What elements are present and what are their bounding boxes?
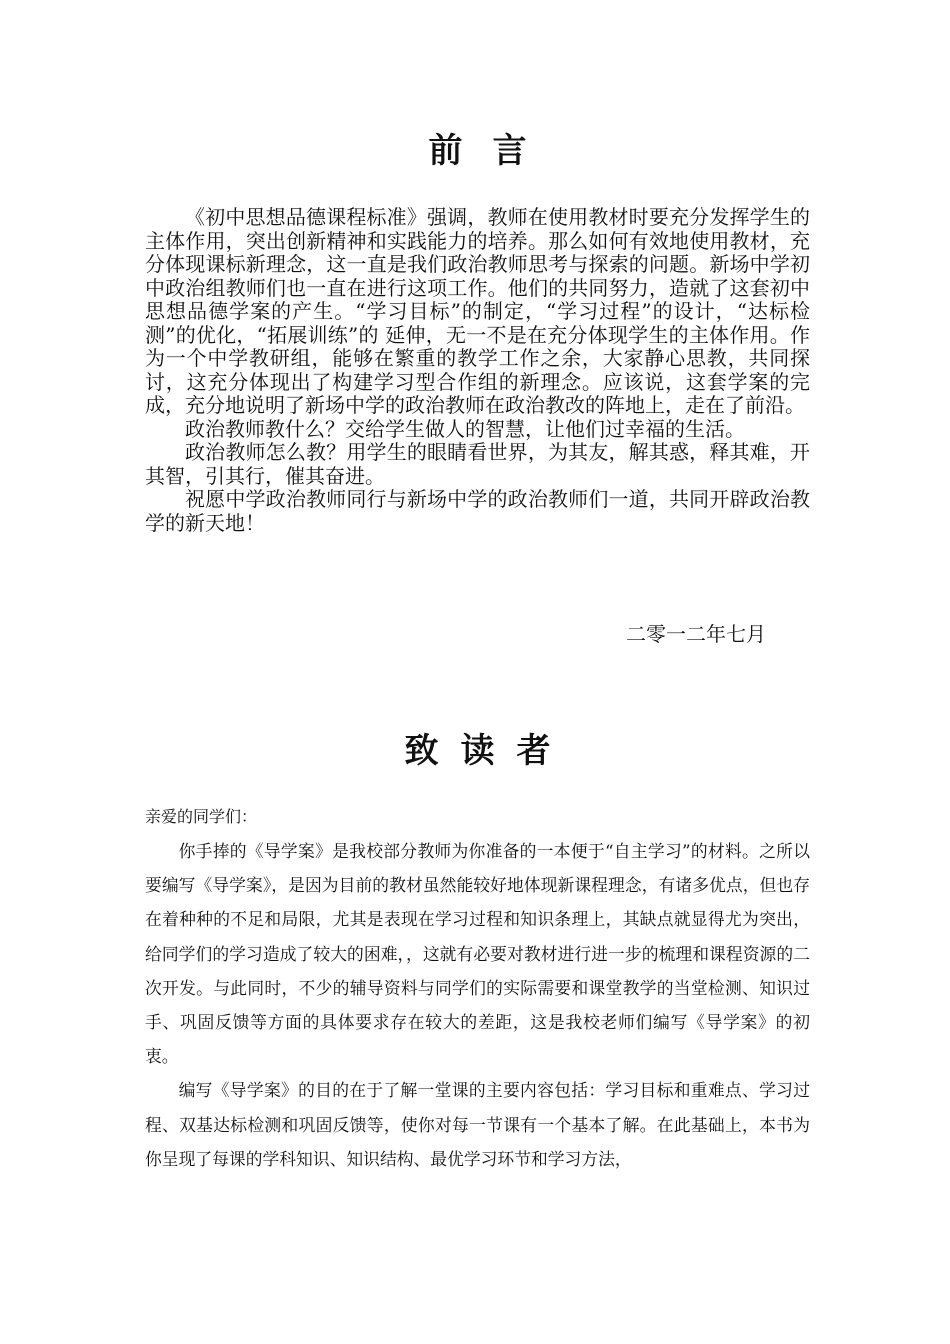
to-readers-greeting: 亲爱的同学们： [145, 807, 258, 826]
preface-date: 二零一二年七月 [626, 622, 766, 646]
to-readers-paragraph-1: 你手捧的《导学案》是我校部分教师为你准备的一本便于“自主学习”的材料。之所以要编写《导学案》，是因为目前的教材虽然能较好地体现新课程理念，有诸多优点，但也存在着种种的不足和局限，尤其是表现在学习过程和知识条理上，其缺点就显得尤为突出，给同学们的学习造成了较大的困难，，这就有必要对教材进行进一步的梳理和课程资源的二次开发。与此同时，不少的辅导资料与同学们的实际需要和课堂教学的当堂检测、知识过手、巩固反馈等方面的具体要求存在较大的差距，这是我校老师们编写《导学案》的初衷。 [145, 841, 810, 1067]
to-readers-title: 致读者 [404, 731, 573, 771]
preface-section [145, 128, 810, 535]
preface-paragraph-1: 《初中思想品德课程标准》强调，教师在使用教材时要充分发挥学生的主体作用，突出创新精神和实践能力的培养。那么如何有效地使用教材，充分体现课标新理念，这一直是我们政治教师思考与探索的问题。新场中学初中政治组教师们也一直在进行这项工作。他们的共同努力，造就了这套初中思想品德学案的产生。“学习目标”的制定，“学习过程”的设计，“达标检测”的优化，“拓展训练”的 延伸，无一不是在充分体现学生的主体作用。作为一个中学教研组，能够在繁重的教学工作之余，大家静心思教，共同探讨，这充分体现出了构建学习型合作组的新理念。应该说，这套学案的完成，充分地说明了新场中学的政治教师在政治教改的阵地上，走在了前沿。 [145, 205, 810, 417]
to-readers-paragraph-2: 编写《导学案》的目的在于了解一堂课的主要内容包括：学习目标和重难点、学习过程、双基达标检测和巩固反馈等，使你对每一节课有一个基本了解。在此基础上，本书为你呈现了每课的学科知识、知识结构、最优学习环节和学习方法， [145, 1080, 810, 1169]
to-readers-section [145, 728, 810, 1176]
preface-title: 前言 [428, 131, 557, 171]
preface-paragraph-3: 政治教师怎么教？用学生的眼睛看世界，为其友，解其惑，释其难，开其智，引其行，催其奋进。 [145, 440, 810, 488]
preface-paragraph-4: 祝愿中学政治教师同行与新场中学的政治教师们一道，共同开辟政治教学的新天地！ [145, 487, 810, 535]
preface-paragraph-2: 政治教师教什么？交给学生做人的智慧，让他们过幸福的生活。 [185, 416, 745, 441]
